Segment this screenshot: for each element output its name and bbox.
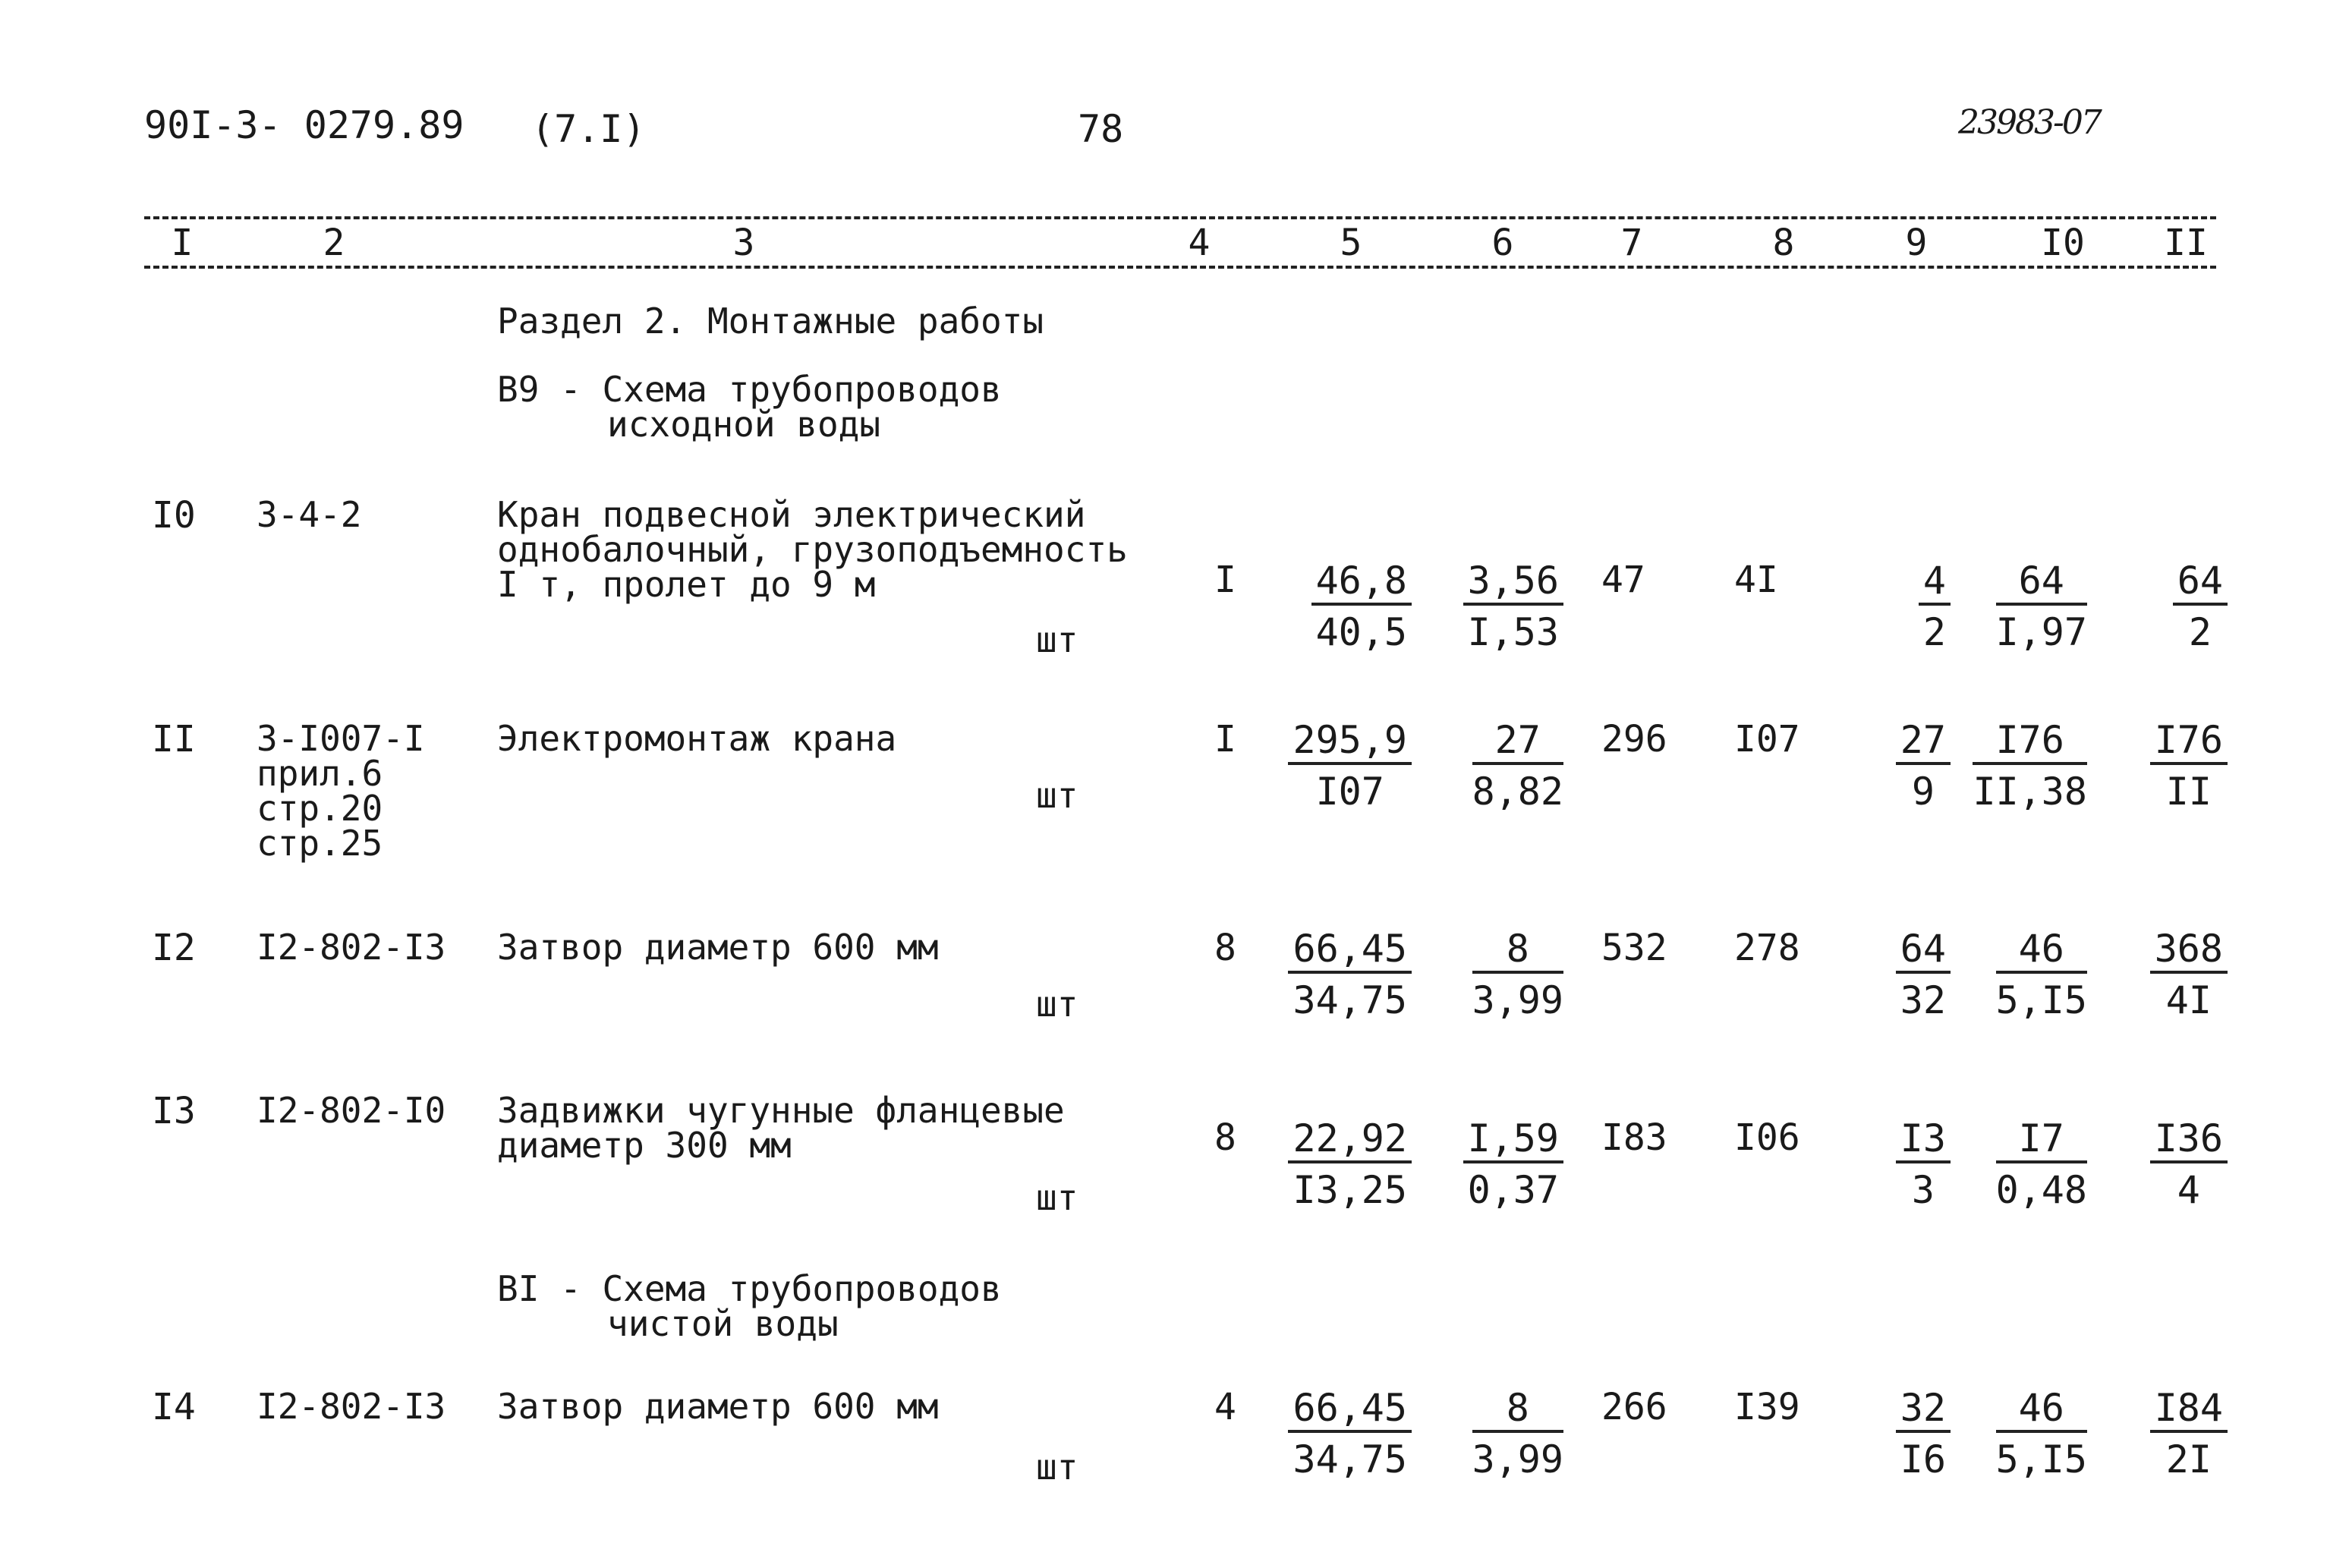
total-wage-numerator: 4 <box>1919 562 1951 606</box>
total-materials: 278 <box>1734 927 1800 969</box>
unit-cost-numerator: 22,92 <box>1288 1119 1412 1163</box>
unit-wage-numerator: 8 <box>1472 1389 1563 1433</box>
total-materials: I39 <box>1734 1386 1800 1428</box>
unit-labor-denominator: II,38 <box>1973 770 2087 814</box>
subsection-title <box>497 1268 1002 1344</box>
column-header: 4 <box>1188 222 1211 264</box>
unit-labor <box>1995 559 2087 654</box>
total-cost: 266 <box>1601 1386 1667 1428</box>
unit-cost <box>1288 1116 1412 1212</box>
unit-of-measure: шт <box>1036 1447 1078 1488</box>
total-wage <box>1896 718 1951 814</box>
total-wage <box>1896 1116 1951 1212</box>
column-header: I <box>171 222 194 264</box>
unit-labor-numerator: I76 <box>1973 721 2087 765</box>
unit-cost-denominator: I07 <box>1315 770 1384 814</box>
unit-labor-denominator: I,97 <box>1995 610 2087 654</box>
total-labor-denominator: 2 <box>2188 610 2212 654</box>
unit-wage-denominator: I,53 <box>1467 610 1559 654</box>
total-labor <box>2150 927 2228 1022</box>
total-labor <box>2173 559 2228 654</box>
unit-labor <box>1995 927 2087 1022</box>
unit-cost-denominator: 40,5 <box>1315 610 1407 654</box>
unit-wage-denominator: 0,37 <box>1467 1168 1559 1212</box>
quantity: 8 <box>1214 927 1236 969</box>
total-labor <box>2150 1116 2228 1212</box>
total-labor-numerator: 368 <box>2150 930 2228 974</box>
unit-cost-numerator: 66,45 <box>1288 930 1412 974</box>
quantity: 4 <box>1214 1386 1236 1428</box>
total-materials: I07 <box>1734 718 1800 760</box>
section-title: Раздел 2. Монтажные работы <box>497 301 1044 342</box>
total-labor-numerator: 64 <box>2173 562 2228 606</box>
row-number: I2 <box>152 927 196 969</box>
total-wage-numerator: 64 <box>1896 930 1951 974</box>
work-description-line: Затвор диаметр 600 мм <box>497 927 939 968</box>
total-wage-denominator: 9 <box>1911 770 1935 814</box>
total-wage-denominator: 32 <box>1900 978 1946 1022</box>
norm-code-line: I2-802-I3 <box>257 1386 446 1427</box>
header-rule-bottom <box>144 266 2216 269</box>
unit-of-measure: шт <box>1036 775 1078 816</box>
norm-code-line: стр.20 <box>257 788 383 829</box>
unit-cost <box>1288 927 1412 1022</box>
total-materials: I06 <box>1734 1116 1800 1159</box>
unit-labor-numerator: 46 <box>1996 1389 2087 1433</box>
unit-of-measure: шт <box>1036 1177 1078 1218</box>
total-labor-denominator: II <box>2165 770 2212 814</box>
unit-wage-denominator: 3,99 <box>1472 1437 1563 1481</box>
total-wage-denominator: 2 <box>1922 610 1946 654</box>
unit-wage-numerator: 27 <box>1472 721 1563 765</box>
total-materials: 4I <box>1734 559 1778 601</box>
column-header: 3 <box>732 222 755 264</box>
total-wage-numerator: 27 <box>1896 721 1951 765</box>
unit-labor-numerator: I7 <box>1996 1119 2087 1163</box>
page-number: 78 <box>1078 107 1124 151</box>
subsection-title <box>497 369 1002 445</box>
unit-of-measure: шт <box>1036 619 1078 660</box>
quantity: I <box>1214 718 1236 760</box>
total-wage-numerator: I3 <box>1896 1119 1951 1163</box>
row-number: I4 <box>152 1386 196 1428</box>
unit-cost <box>1288 1386 1412 1481</box>
unit-cost-denominator: 34,75 <box>1293 978 1407 1022</box>
total-cost: 47 <box>1601 559 1645 601</box>
unit-cost-denominator: I3,25 <box>1293 1168 1407 1212</box>
total-cost: 296 <box>1601 718 1667 760</box>
norm-code-line: 3-4-2 <box>257 494 362 535</box>
work-description-line: Затвор диаметр 600 мм <box>497 1386 939 1427</box>
unit-cost-numerator: 295,9 <box>1288 721 1412 765</box>
unit-labor-numerator: 46 <box>1996 930 2087 974</box>
total-labor <box>2150 1386 2228 1481</box>
row-number: II <box>152 718 196 760</box>
total-wage-denominator: I6 <box>1900 1437 1946 1481</box>
quantity: 8 <box>1214 1116 1236 1159</box>
unit-labor-denominator: 5,I5 <box>1995 1437 2087 1481</box>
total-labor-denominator: 4 <box>2177 1168 2200 1212</box>
total-wage-denominator: 3 <box>1911 1168 1935 1212</box>
column-header: II <box>2164 222 2208 264</box>
unit-cost <box>1288 718 1412 814</box>
work-description-line: Электромонтаж крана <box>497 718 897 759</box>
subsection-line: чистой воды <box>607 1303 839 1344</box>
unit-wage-denominator: 3,99 <box>1472 978 1563 1022</box>
unit-wage <box>1472 927 1563 1022</box>
total-wage <box>1896 1386 1951 1481</box>
total-cost: I83 <box>1601 1116 1667 1159</box>
total-wage <box>1896 927 1951 1022</box>
unit-wage <box>1463 559 1563 654</box>
unit-cost-denominator: 34,75 <box>1293 1437 1407 1481</box>
unit-wage <box>1472 718 1563 814</box>
total-labor-denominator: 4I <box>2165 978 2212 1022</box>
work-description-line: Кран подвесной электрический <box>497 494 1086 535</box>
total-wage <box>1919 559 1951 654</box>
quantity: I <box>1214 559 1236 601</box>
column-header: 7 <box>1620 222 1643 264</box>
total-wage-numerator: 32 <box>1896 1389 1951 1433</box>
work-description-line: I т, пролет до 9 м <box>497 564 876 605</box>
unit-labor <box>1995 1116 2087 1212</box>
unit-wage-numerator: I,59 <box>1463 1119 1563 1163</box>
header-rule-top <box>144 216 2216 219</box>
work-description-line: однобалочный, грузоподъемность <box>497 529 1128 570</box>
work-description-line: Задвижки чугунные фланцевые <box>497 1090 1065 1131</box>
unit-wage-numerator: 8 <box>1472 930 1563 974</box>
norm-code-line: 3-I007-I <box>257 718 425 759</box>
total-cost: 532 <box>1601 927 1667 969</box>
unit-wage-numerator: 3,56 <box>1463 562 1563 606</box>
column-header: 2 <box>323 222 345 264</box>
document-number: 90I-3- 0279.89 <box>144 103 464 147</box>
norm-code-line: стр.25 <box>257 823 383 864</box>
column-header: I0 <box>2041 222 2085 264</box>
work-description-line: диаметр 300 мм <box>497 1125 792 1166</box>
total-labor-numerator: I36 <box>2150 1119 2228 1163</box>
unit-labor <box>1995 1386 2087 1481</box>
unit-cost <box>1311 559 1412 654</box>
norm-code-line: I2-802-I0 <box>257 1090 446 1131</box>
row-number: I0 <box>152 494 196 537</box>
unit-labor-denominator: 5,I5 <box>1995 978 2087 1022</box>
document-part: (7.I) <box>531 107 646 151</box>
subsection-line: ВI - Схема трубопроводов <box>497 1268 1002 1309</box>
total-labor <box>2150 718 2228 814</box>
subsection-line: исходной воды <box>607 404 881 445</box>
norm-code-line: прил.6 <box>257 753 383 794</box>
row-number: I3 <box>152 1090 196 1132</box>
unit-labor <box>1973 718 2087 814</box>
unit-wage-denominator: 8,82 <box>1472 770 1563 814</box>
unit-wage <box>1472 1386 1563 1481</box>
archive-stamp: 23983-07 <box>1958 103 2100 142</box>
column-header: 9 <box>1905 222 1928 264</box>
column-header: 5 <box>1340 222 1362 264</box>
unit-of-measure: шт <box>1036 984 1078 1025</box>
total-labor-denominator: 2I <box>2165 1437 2212 1481</box>
total-labor-numerator: I84 <box>2150 1389 2228 1433</box>
column-header: 8 <box>1772 222 1795 264</box>
subsection-line: В9 - Схема трубопроводов <box>497 369 1002 410</box>
total-labor-numerator: I76 <box>2150 721 2228 765</box>
unit-labor-numerator: 64 <box>1996 562 2087 606</box>
unit-cost-numerator: 46,8 <box>1311 562 1412 606</box>
norm-code-line: I2-802-I3 <box>257 927 446 968</box>
unit-wage <box>1463 1116 1563 1212</box>
unit-labor-denominator: 0,48 <box>1995 1168 2087 1212</box>
column-header: 6 <box>1491 222 1514 264</box>
unit-cost-numerator: 66,45 <box>1288 1389 1412 1433</box>
